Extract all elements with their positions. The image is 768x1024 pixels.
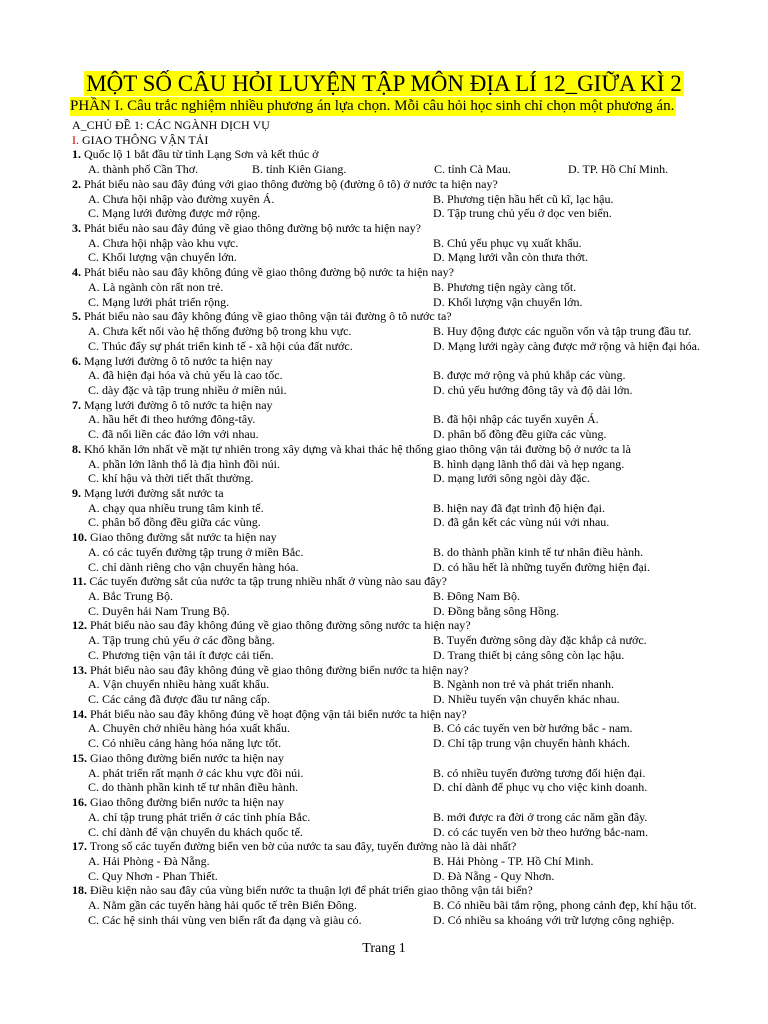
question-text: Mạng lưới đường ô tô nước ta hiện nay bbox=[81, 397, 273, 412]
answer-option[interactable]: B. do thành phần kinh tế tư nhân điều hành. bbox=[433, 544, 644, 559]
answer-row bbox=[72, 515, 762, 530]
answer-option[interactable]: A. Vận chuyển nhiều hàng xuất khẩu. bbox=[88, 677, 270, 692]
answer-row bbox=[72, 457, 762, 472]
answer-option[interactable]: D. có các tuyến ven bờ theo hướng bắc-nam. bbox=[433, 824, 649, 839]
answer-option[interactable]: B. có nhiều tuyến đường tương đối hiện đại. bbox=[433, 765, 646, 780]
question-stem bbox=[72, 442, 762, 457]
question-number: 9. bbox=[72, 485, 81, 500]
question-stem bbox=[72, 883, 762, 898]
answer-option[interactable]: D. Khối lượng vận chuyển lớn. bbox=[433, 294, 583, 309]
question-text: Phát biểu nào sau đây không đúng về giao thông vận tải đường ô tô nước ta? bbox=[81, 309, 452, 324]
question-list bbox=[72, 118, 762, 928]
answer-row bbox=[72, 339, 762, 354]
topic-heading: A_CHỦ ĐỀ 1: CÁC NGÀNH DỊCH VỤ bbox=[72, 118, 270, 132]
question-stem bbox=[72, 147, 762, 162]
answer-option[interactable]: A. Nằm gần các tuyến hàng hải quốc tế trên Biển Đông. bbox=[88, 898, 357, 913]
question-stem bbox=[72, 707, 762, 722]
answer-row bbox=[72, 677, 762, 692]
section-title: GIAO THÔNG VẬN TẢI bbox=[79, 132, 209, 147]
answer-row bbox=[72, 324, 762, 339]
answer-row bbox=[72, 633, 762, 648]
question-number: 1. bbox=[72, 147, 81, 162]
question-stem bbox=[72, 354, 762, 369]
answer-option[interactable]: C. Khối lượng vận chuyển lớn. bbox=[88, 250, 237, 265]
question-stem bbox=[72, 574, 762, 589]
answer-row bbox=[72, 368, 762, 383]
answer-option[interactable]: B. Đông Nam Bộ. bbox=[433, 589, 520, 603]
question-text: Mạng lưới đường sắt nước ta bbox=[81, 485, 224, 500]
question-stem bbox=[72, 265, 762, 280]
answer-option[interactable]: B. đã hội nhập các tuyến xuyên Á. bbox=[433, 412, 599, 427]
answer-row bbox=[72, 780, 762, 795]
answer-option[interactable]: C. Mạng lưới phát triển rộng. bbox=[88, 294, 230, 309]
question-stem bbox=[72, 751, 762, 766]
answer-option[interactable]: A. Bắc Trung Bộ. bbox=[88, 589, 174, 603]
section-number: I. bbox=[72, 132, 79, 147]
question-stem bbox=[72, 309, 762, 324]
question-number: 17. bbox=[72, 839, 87, 854]
answer-option[interactable]: B. Tuyến đường sông dày đặc khắp cả nước. bbox=[433, 633, 647, 648]
answer-row bbox=[72, 412, 762, 427]
answer-row bbox=[72, 250, 762, 265]
section-heading bbox=[72, 133, 762, 148]
question-text: Các tuyến đường sắt của nước ta tập trung nhiều nhất ở vùng nào sau đây? bbox=[86, 574, 447, 589]
question-text: Quốc lộ 1 bắt đầu từ tỉnh Lạng Sơn và kết thúc ở bbox=[81, 147, 319, 162]
answer-option[interactable]: A. chỉ tập trung phát triển ở các tỉnh phía Bắc. bbox=[88, 809, 311, 824]
question-number: 6. bbox=[72, 353, 81, 368]
answer-option[interactable]: C. phân bố đồng đều giữa các vùng. bbox=[88, 515, 261, 530]
answer-row bbox=[72, 192, 762, 207]
question-number: 14. bbox=[72, 706, 87, 721]
answer-row bbox=[72, 825, 762, 840]
question-text: Trong số các tuyến đường biển ven bờ của nước ta sau đây, tuyến đường nào là dài nhất? bbox=[87, 839, 517, 854]
answer-option[interactable]: B. Có nhiều bãi tắm rộng, phong cảnh đẹp, khí hậu tốt. bbox=[433, 898, 697, 913]
question-stem bbox=[72, 177, 762, 192]
answer-row bbox=[72, 236, 762, 251]
answer-option[interactable]: A. Tập trung chủ yếu ở các đồng bằng. bbox=[88, 633, 275, 648]
question-text: Điều kiện nào sau đây của vùng biển nước ta thuận lợi để phát triển giao thông vận tải biển? bbox=[87, 883, 533, 898]
question-number: 15. bbox=[72, 750, 87, 765]
question-number: 7. bbox=[72, 397, 81, 412]
answer-option[interactable]: C. dày đặc và tập trung nhiều ở miền núi. bbox=[88, 382, 287, 397]
answer-option[interactable]: A. hầu hết đi theo hướng đông-tây. bbox=[88, 412, 256, 427]
answer-row bbox=[72, 913, 762, 928]
answer-row bbox=[72, 898, 762, 913]
answer-option[interactable]: D. đã gắn kết các vùng núi với nhau. bbox=[433, 515, 610, 530]
question-stem bbox=[72, 530, 762, 545]
answer-option[interactable]: D. phân bố đồng đều giữa các vùng. bbox=[433, 427, 607, 442]
answer-option[interactable]: A. đã hiện đại hóa và chủ yếu là cao tốc. bbox=[88, 368, 283, 383]
answer-row bbox=[72, 383, 762, 398]
answer-option[interactable]: D. Chỉ tập trung vận chuyển hành khách. bbox=[433, 736, 630, 751]
question-stem bbox=[72, 221, 762, 236]
question-text: Giao thông đường biển nước ta hiện nay bbox=[87, 750, 284, 765]
question-text: Phát biểu nào sau đây không đúng về giao thông đường sông nước ta hiện nay? bbox=[87, 618, 471, 633]
answer-option[interactable]: D. Mạng lưới vẫn còn thưa thớt. bbox=[433, 250, 589, 265]
question-text: Giao thông đường biển nước ta hiện nay bbox=[87, 795, 284, 810]
question-number: 4. bbox=[72, 265, 81, 280]
answer-option[interactable]: B. Có các tuyến ven bờ hướng bắc - nam. bbox=[433, 721, 633, 736]
question-number: 18. bbox=[72, 883, 87, 898]
answer-option[interactable]: C. Các cảng đã được đầu tư nâng cấp. bbox=[88, 692, 270, 707]
question-text: Phát biểu nào sau đây đúng với giao thông đường bộ (đường ô tô) ở nước ta hiện nay? bbox=[81, 176, 498, 191]
part-heading: PHẦN I. Câu trắc nghiệm nhiều phương án lựa chọn. Mỗi câu hỏi học sinh chỉ chọn một phương án. bbox=[70, 98, 675, 114]
answer-row bbox=[72, 295, 762, 310]
answer-option[interactable]: B. Phương tiện ngày càng tốt. bbox=[433, 279, 577, 294]
answer-row bbox=[72, 589, 762, 604]
answer-option[interactable]: D. mạng lưới sông ngòi dày đặc. bbox=[433, 471, 590, 486]
answer-option[interactable]: B. Ngành non trẻ và phát triển nhanh. bbox=[433, 677, 614, 692]
answer-option[interactable]: D. Đà Nẵng - Quy Nhơn. bbox=[433, 868, 555, 883]
answer-option[interactable]: C. khí hậu và thời tiết thất thường. bbox=[88, 471, 254, 486]
answer-option[interactable]: A. phần lớn lãnh thổ là địa hình đồi núi. bbox=[88, 456, 280, 471]
question-text: Phát biểu nào sau đây không đúng về giao thông đường bộ nước ta hiện nay? bbox=[81, 265, 454, 280]
answer-option[interactable]: A. phát triển rất mạnh ở các khu vực đồi núi. bbox=[88, 765, 304, 780]
answer-option[interactable]: A. Chưa hội nhập vào khu vực. bbox=[88, 235, 239, 250]
answer-option[interactable]: C. do thành phần kinh tế tư nhân điều hành. bbox=[88, 780, 299, 795]
answer-option[interactable]: B. mới được ra đời ở trong các năm gần đây. bbox=[433, 809, 648, 824]
question-number: 11. bbox=[72, 574, 87, 589]
answer-option[interactable]: A. chạy qua nhiều trung tâm kinh tế. bbox=[88, 500, 264, 515]
question-stem bbox=[72, 663, 762, 678]
document-title: MỘT SỐ CÂU HỎI LUYỆN TẬP MÔN ĐỊA LÍ 12_GIỮA KÌ 2 bbox=[86, 71, 682, 96]
answer-row bbox=[72, 648, 762, 663]
answer-option[interactable]: D. có hầu hết là những tuyến đường hiện đại. bbox=[433, 559, 650, 574]
answer-row bbox=[72, 427, 762, 442]
answer-option[interactable]: D. Tập trung chủ yếu ở dọc ven biển. bbox=[433, 206, 612, 221]
question-number: 16. bbox=[72, 795, 87, 810]
question-stem bbox=[72, 398, 762, 413]
answer-option[interactable]: B. Chủ yếu phục vụ xuất khẩu. bbox=[433, 235, 582, 250]
answer-option[interactable]: D. TP. Hồ Chí Minh. bbox=[568, 162, 669, 177]
answer-option[interactable]: A. Chuyên chở nhiều hàng hóa xuất khẩu. bbox=[88, 721, 290, 736]
answer-row bbox=[72, 736, 762, 751]
answer-option[interactable]: C. đã nối liền các đảo lớn với nhau. bbox=[88, 427, 259, 442]
answer-option[interactable]: B. Huy động được các nguồn vốn và tập trung đầu tư. bbox=[433, 324, 692, 339]
question-number: 8. bbox=[72, 441, 81, 456]
question-number: 5. bbox=[72, 309, 81, 324]
answer-option[interactable]: A. Chưa hội nhập vào đường xuyên Á. bbox=[88, 191, 275, 206]
answer-option[interactable]: C. tỉnh Cà Mau. bbox=[434, 162, 511, 177]
answer-option[interactable]: C. chỉ dành để vận chuyển du khách quốc tế. bbox=[88, 824, 303, 839]
answer-option[interactable]: C. Các hệ sinh thái vùng ven biển rất đa dạng và giàu có. bbox=[88, 912, 362, 927]
answer-option[interactable]: A. Hải Phòng - Đà Nẵng. bbox=[88, 853, 210, 868]
answer-row bbox=[72, 604, 762, 619]
answer-option[interactable]: C. Thúc đẩy sự phát triển kinh tế - xã hội của đất nước. bbox=[88, 338, 353, 353]
question-number: 3. bbox=[72, 221, 81, 236]
answer-row bbox=[72, 545, 762, 560]
answer-option[interactable]: A. Là ngành còn rất non trẻ. bbox=[88, 279, 224, 294]
question-text: Giao thông đường sắt nước ta hiện nay bbox=[87, 530, 277, 545]
answer-option[interactable]: A. thành phố Cần Thơ. bbox=[88, 162, 199, 177]
answer-option[interactable]: D. Nhiều tuyến vận chuyển khác nhau. bbox=[433, 692, 620, 707]
answer-row bbox=[72, 162, 762, 177]
answer-option[interactable]: D. Có nhiều sa khoáng với trữ lượng công nghiệp. bbox=[433, 912, 675, 927]
answer-option[interactable]: B. được mở rộng và phủ khắp các vùng. bbox=[433, 368, 626, 383]
question-number: 10. bbox=[72, 530, 87, 545]
answer-option[interactable]: C. Mạng lưới đường được mở rộng. bbox=[88, 206, 261, 221]
answer-option[interactable]: D. Mạng lưới ngày càng được mở rộng và hiện đại hóa. bbox=[433, 338, 700, 353]
question-number: 13. bbox=[72, 662, 87, 677]
question-stem bbox=[72, 618, 762, 633]
question-text: Mạng lưới đường ô tô nước ta hiện nay bbox=[81, 353, 273, 368]
answer-row bbox=[72, 560, 762, 575]
answer-option[interactable]: D. chủ yếu hướng đông tây và độ dài lớn. bbox=[433, 382, 633, 397]
answer-row bbox=[72, 280, 762, 295]
question-stem bbox=[72, 839, 762, 854]
answer-option[interactable]: C. Phương tiện vận tải ít được cải tiến. bbox=[88, 647, 274, 662]
question-text: Phát biểu nào sau đây không đúng về giao thông đường biển nước ta hiện nay? bbox=[87, 662, 469, 677]
answer-option[interactable]: B. tỉnh Kiên Giang. bbox=[252, 162, 347, 177]
answer-row bbox=[72, 869, 762, 884]
answer-row bbox=[72, 810, 762, 825]
answer-option[interactable]: A. Chưa kết nối vào hệ thống đường bộ trong khu vực. bbox=[88, 324, 352, 339]
answer-option[interactable]: C. Duyên hải Nam Trung Bộ. bbox=[88, 603, 230, 618]
question-text: Phát biểu nào sau đây đúng về giao thông đường bộ nước ta hiện nay? bbox=[81, 221, 421, 236]
answer-option[interactable]: B. hình dạng lãnh thổ dài và hẹp ngang. bbox=[433, 456, 625, 471]
answer-row bbox=[72, 501, 762, 516]
question-text: Khó khăn lớn nhất về mặt tự nhiên trong xây dựng và khai thác hệ thống giao thông vận tải đường bộ ở nước ta là bbox=[81, 441, 631, 456]
answer-option[interactable]: D. chỉ dành để phục vụ cho việc kinh doanh. bbox=[433, 780, 648, 795]
answer-option[interactable]: B. Phương tiện hầu hết cũ kĩ, lạc hậu. bbox=[433, 191, 614, 206]
question-number: 12. bbox=[72, 618, 87, 633]
answer-option[interactable]: D. Đồng bằng sông Hồng. bbox=[433, 603, 559, 618]
answer-option[interactable]: D. Trang thiết bị cảng sông còn lạc hậu. bbox=[433, 647, 625, 662]
answer-row bbox=[72, 471, 762, 486]
answer-option[interactable]: B. Hải Phòng - TP. Hồ Chí Minh. bbox=[433, 853, 594, 868]
answer-row bbox=[72, 766, 762, 781]
question-number: 2. bbox=[72, 176, 81, 191]
answer-row bbox=[72, 721, 762, 736]
answer-row bbox=[72, 854, 762, 869]
page-footer: Trang 1 bbox=[362, 941, 406, 956]
answer-option[interactable]: B. hiện nay đã đạt trình độ hiện đại. bbox=[433, 500, 605, 515]
answer-row bbox=[72, 206, 762, 221]
answer-row bbox=[72, 692, 762, 707]
answer-option[interactable]: C. Quy Nhơn - Phan Thiết. bbox=[88, 868, 218, 883]
answer-option[interactable]: C. Có nhiều cảng hàng hóa năng lực tốt. bbox=[88, 736, 282, 751]
question-stem bbox=[72, 795, 762, 810]
question-stem bbox=[72, 486, 762, 501]
answer-option[interactable]: C. chỉ dành riêng cho vận chuyển hàng hóa. bbox=[88, 559, 299, 574]
answer-option[interactable]: A. có các tuyến đường tập trung ở miền Bắc. bbox=[88, 544, 304, 559]
question-text: Phát biểu nào sau đây không đúng về hoạt động vận tải biển nước ta hiện nay? bbox=[87, 706, 467, 721]
